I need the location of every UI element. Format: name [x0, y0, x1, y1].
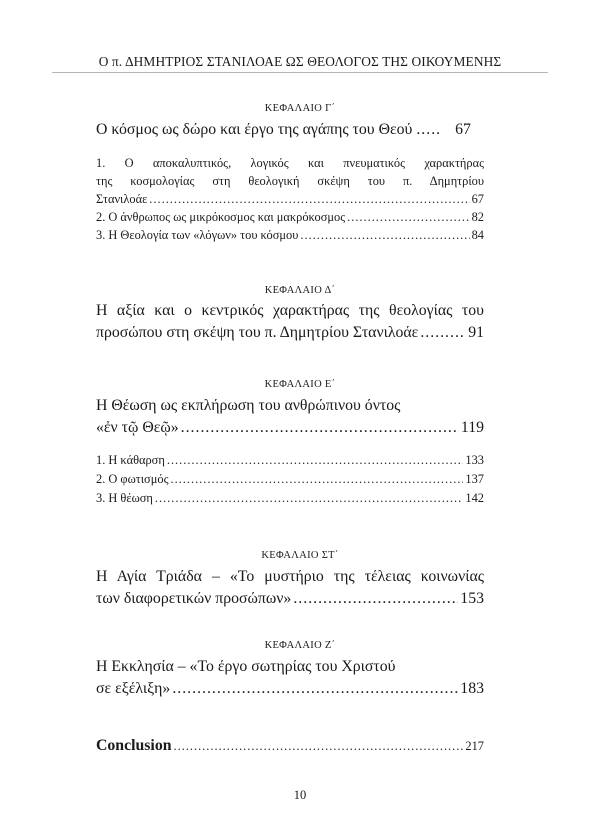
page-ref: 183 — [460, 680, 484, 697]
chapter-title-text: Ο κόσμος ως δώρο και έργο της αγάπης του Θεού — [96, 121, 413, 138]
page-number: 10 — [293, 788, 307, 802]
chapter-title-3[interactable] — [96, 121, 484, 139]
chapter-title-line: Η αξία και ο κεντρικός χαρακτήρας της θεολογίας του — [96, 302, 484, 319]
chapter-title-line: Η Εκκλησία – «Το έργο σωτηρίας του Χριστού — [96, 658, 396, 675]
leader-dots — [420, 324, 466, 342]
leader-dots — [167, 453, 464, 468]
section-entry[interactable]: Στανιλοάε ..... 67 — [96, 192, 484, 207]
leader-dots — [347, 210, 469, 225]
leader-dots — [149, 192, 469, 207]
chapter-label-4: ΚΕΦΑΛΑΙΟ Δ΄ — [264, 285, 336, 296]
conclusion-title: Conclusion — [96, 737, 172, 754]
section-entry[interactable]: 2. Ο άνθρωπος ως μικρόκοσμος και μακρόκοσμος ..... 82 — [96, 210, 484, 225]
page-ref: 142 — [465, 491, 484, 505]
toc-line: της κοσμολογίας στη θεολογική σκέψη του π. Δημητρίου — [96, 174, 484, 188]
page-ref: 91 — [468, 324, 484, 341]
leader-dots — [174, 739, 464, 754]
section-entry[interactable]: 2. Ο φωτισμός ..... 137 — [96, 472, 484, 487]
header-rule — [52, 72, 548, 73]
chapter-label-6: ΚΕΦΑΛΑΙΟ ΣΤ΄ — [261, 550, 339, 561]
chapter-title-7[interactable]: σε εξέλιξη» ..... 183 — [96, 680, 484, 698]
page-ref: 82 — [471, 210, 484, 224]
leader-dots — [300, 228, 469, 243]
page-ref: 217 — [465, 739, 484, 753]
chapter-title-4[interactable]: προσώπου στη σκέψη του π. Δημητρίου Στανιλοάε ..... 91 — [96, 324, 484, 342]
page-ref: 67 — [471, 192, 484, 206]
chapter-title-5[interactable]: «ἐν τῷ Θεῷ» ..... 119 — [96, 419, 484, 437]
running-header: Ο π. ΔΗΜΗΤΡΙΟΣ ΣΤΑΝΙΛΟΑΕ ΩΣ ΘΕΟΛΟΓΟΣ ΤΗΣ ΟΙΚΟΥΜΕΝΗΣ — [98, 54, 502, 69]
leader-dots: ..... — [416, 121, 442, 138]
toc-line: 1. Ο αποκαλυπτικός, λογικός και πνευματικός χαρακτήρας — [96, 156, 484, 170]
section-entry[interactable]: 3. Η Θεολογία των «λόγων» του κόσμου ..... 84 — [96, 228, 484, 243]
page-ref: 153 — [460, 590, 484, 607]
page-ref: 137 — [465, 472, 484, 486]
page-ref: 67 — [455, 121, 471, 138]
page-ref: 133 — [465, 453, 484, 467]
section-entry[interactable]: 1. Η κάθαρση ..... 133 — [96, 453, 484, 468]
chapter-title-line: Η Θέωση ως εκπλήρωση του ανθρώπινου όντος — [96, 397, 401, 414]
leader-dots — [181, 419, 459, 437]
leader-dots — [293, 590, 458, 608]
leader-dots — [170, 472, 463, 487]
chapter-label-5: ΚΕΦΑΛΑΙΟ Ε΄ — [264, 379, 336, 390]
chapter-title-6[interactable]: των διαφορετικών προσώπων» ..... 153 — [96, 590, 484, 608]
section-entry[interactable]: 3. Η θέωση ..... 142 — [96, 491, 484, 506]
page-ref: 119 — [460, 419, 484, 436]
leader-dots — [155, 491, 464, 506]
chapter-title-line: Η Αγία Τριάδα – «Το μυστήριο της τέλειας κοινωνίας — [96, 568, 484, 585]
page-ref: 84 — [471, 228, 484, 242]
leader-dots — [172, 680, 458, 698]
chapter-label-3: ΚΕΦΑΛΑΙΟ Γ΄ — [264, 103, 336, 114]
conclusion-entry[interactable] — [96, 737, 484, 755]
chapter-label-7: ΚΕΦΑΛΑΙΟ Ζ΄ — [264, 640, 336, 651]
